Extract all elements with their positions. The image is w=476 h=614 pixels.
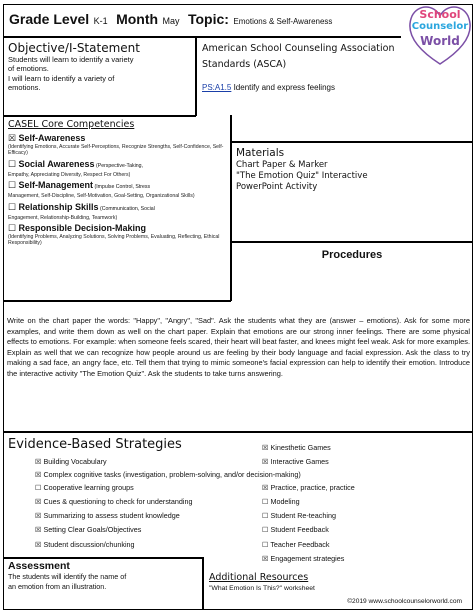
strategy-label: Student Feedback [270, 525, 329, 534]
competency-title: Relationship Skills [18, 201, 99, 212]
strategy-item[interactable] [262, 497, 300, 506]
strategy-item[interactable] [35, 525, 141, 534]
assessment-line: an emotion from an illustration. [8, 581, 107, 591]
topic-label: Topic: [187, 11, 229, 27]
divider [230, 241, 473, 243]
checkbox-checked-icon[interactable]: ☒ [262, 554, 269, 563]
casel-item[interactable] [8, 202, 228, 221]
competency-desc-inline: (Impulse Control, Stress [93, 184, 151, 191]
assessment-heading: Assessment [8, 560, 70, 572]
casel-heading: CASEL Core Competencies [8, 119, 135, 130]
strategy-item[interactable] [262, 483, 355, 492]
strategy-item[interactable] [35, 470, 301, 479]
strategy-item[interactable] [262, 554, 344, 563]
divider [3, 36, 401, 38]
procedures-heading: Procedures [321, 249, 383, 261]
grade-label: Grade Level [9, 11, 90, 27]
header [9, 11, 332, 29]
strategy-item[interactable] [35, 483, 134, 492]
strategy-label: Complex cognitive tasks (investigation, problem-solving, and/or decision-making) [43, 470, 301, 479]
checkbox-icon[interactable]: ☐ [262, 497, 269, 506]
materials-heading: Materials [236, 147, 285, 159]
checkbox-icon[interactable]: ☐ [8, 223, 17, 234]
assessment-section [8, 560, 200, 591]
logo-line1: School [419, 8, 461, 21]
divider [3, 431, 473, 433]
checkbox-icon[interactable]: ☐ [8, 180, 17, 191]
checkbox-checked-icon[interactable]: ☒ [35, 511, 42, 520]
materials-section [236, 146, 466, 193]
objective-section [8, 41, 193, 93]
strategy-item[interactable] [262, 443, 331, 452]
objective-line: I will learn to identify a variety of [8, 73, 115, 83]
procedures-text: Write on the chart paper the words: "Happy", "Angry", "Sad". Ask the students what they are (answer – emotions). Ask for some more examples, and write them down as well on the chart paper. Explain that emotions are our strong inner feelings. There are some physical effects to emotions. For example: when someone feels scared, their heart will beat faster, and knees might feel weak. Ask for more examples. Explain as well that we can recognize how people around us are feeling by their body language and facial expression. Ask the class to try making a sad face, an angry face, etc. Tell them that trying to mimic someone's facial expression can help to identify their emotion. Introduce the interactive activity "The Emotion Quiz". Ask the students to take turns answering. [7, 316, 470, 378]
strategy-label: Kinesthetic Games [270, 443, 331, 452]
materials-item: Chart Paper & Marker [236, 160, 328, 170]
resources-item: "What Emotion Is This?" worksheet [209, 585, 315, 592]
checkbox-checked-icon[interactable]: ☒ [35, 470, 42, 479]
strategy-label: Interactive Games [270, 457, 329, 466]
checkbox-checked-icon[interactable]: ☒ [262, 457, 269, 466]
strategy-label: Student Re-teaching [270, 511, 336, 520]
strategy-item[interactable] [262, 511, 336, 520]
assessment-line: The students will identify the name of [8, 572, 127, 581]
logo-line3: World [420, 34, 460, 48]
copyright: ©2019 www.schoolcounselorworld.com [347, 598, 462, 605]
checkbox-checked-icon[interactable]: ☒ [262, 443, 269, 452]
checkbox-checked-icon[interactable]: ☒ [35, 540, 42, 549]
strategy-label: Modeling [270, 497, 300, 506]
divider [230, 141, 473, 143]
competency-desc: Management, Self-Discipline, Self-Motivation, Goal-Setting, Organizational Skills) [8, 193, 195, 200]
strategies-heading: Evidence-Based Strategies [8, 437, 182, 452]
materials-item: PowerPoint Activity [236, 182, 318, 192]
strategy-label: Engagement strategies [270, 554, 345, 563]
checkbox-icon[interactable]: ☐ [8, 201, 17, 212]
strategy-label: Student discussion/chunking [43, 540, 135, 549]
casel-section [8, 119, 228, 247]
asca-heading: American School Counseling Association [202, 43, 395, 54]
strategy-item[interactable] [262, 457, 329, 466]
strategy-label: Summarizing to assess student knowledge [43, 511, 180, 520]
month-label: Month [116, 11, 159, 27]
resources-section [209, 572, 469, 593]
divider [202, 557, 204, 610]
asca-standard-text: Identify and express feelings [231, 83, 335, 92]
competency-title: Self-Awareness [18, 133, 86, 143]
strategy-item[interactable] [262, 540, 329, 549]
competency-desc-inline: (Perspective-Taking, [94, 162, 143, 169]
strategy-label: Cooperative learning groups [43, 483, 134, 492]
checkbox-checked-icon[interactable]: ☒ [8, 133, 17, 143]
resources-heading: Additional Resources [209, 572, 309, 583]
strategy-label: Setting Clear Goals/Objectives [43, 525, 142, 534]
strategy-label: Building Vocabulary [43, 457, 107, 466]
asca-standard [202, 83, 417, 92]
asca-section [202, 41, 417, 92]
casel-item[interactable] [8, 133, 228, 157]
objective-line: of emotions. [8, 64, 49, 74]
materials-item: "The Emotion Quiz" Interactive [236, 171, 368, 181]
strategy-item[interactable] [35, 497, 193, 506]
asca-heading-2: Standards (ASCA) [202, 59, 287, 70]
objective-line: emotions. [8, 83, 41, 93]
topic-value: Emotions & Self-Awareness [233, 17, 333, 26]
checkbox-icon[interactable]: ☐ [262, 525, 269, 534]
strategy-label: Teacher Feedback [270, 540, 330, 549]
competency-desc: Empathy, Appreciating Diversity, Respect For Others) [8, 171, 131, 178]
competency-desc: Engagement, Relationship-Building, Teamwork) [8, 214, 118, 221]
logo-line2: Counselor [411, 21, 469, 32]
checkbox-checked-icon[interactable]: ☒ [35, 497, 42, 506]
strategy-label: Cues & questioning to check for understanding [43, 497, 193, 506]
asca-standard-code[interactable]: PS:A1.5 [202, 83, 232, 92]
competency-title: Social Awareness [18, 158, 95, 169]
checkbox-icon[interactable]: ☐ [262, 511, 269, 520]
checkbox-icon[interactable]: ☐ [8, 158, 17, 169]
divider [3, 300, 231, 302]
grade-value: K-1 [93, 16, 108, 26]
checkbox-checked-icon[interactable]: ☒ [262, 483, 269, 492]
divider [3, 115, 196, 117]
checkbox-checked-icon[interactable]: ☒ [35, 457, 42, 466]
strategy-item[interactable] [35, 540, 135, 549]
casel-item[interactable] [8, 180, 228, 199]
competency-title: Responsible Decision-Making [18, 223, 147, 234]
checkbox-checked-icon[interactable]: ☒ [35, 525, 42, 534]
competency-desc-inline: (Communication, Social [98, 205, 155, 212]
objective-line: Students will learn to identify a variety [8, 55, 134, 64]
competency-desc: (Identifying Problems, Analyzing Solutions, Solving Problems, Evaluating, Reflecting, Ethical Responsibility) [8, 234, 220, 247]
divider [230, 115, 232, 301]
competency-desc: (Identifying Emotions, Accurate Self-Perceptions, Recognize Strengths, Self-Confidence, Self-Efficacy) [8, 144, 224, 157]
divider [3, 557, 203, 559]
casel-item[interactable] [8, 223, 228, 247]
strategy-item[interactable] [35, 457, 107, 466]
month-value: May [162, 16, 180, 26]
divider [195, 36, 197, 116]
strategy-item[interactable] [262, 525, 329, 534]
competency-title: Self-Management [18, 180, 94, 191]
objective-heading: Objective/I-Statement [8, 41, 140, 55]
checkbox-icon[interactable]: ☐ [35, 483, 42, 492]
checkbox-icon[interactable]: ☐ [262, 540, 269, 549]
strategy-label: Practice, practice, practice [270, 483, 355, 492]
strategy-item[interactable] [35, 511, 180, 520]
casel-item[interactable] [8, 159, 228, 178]
